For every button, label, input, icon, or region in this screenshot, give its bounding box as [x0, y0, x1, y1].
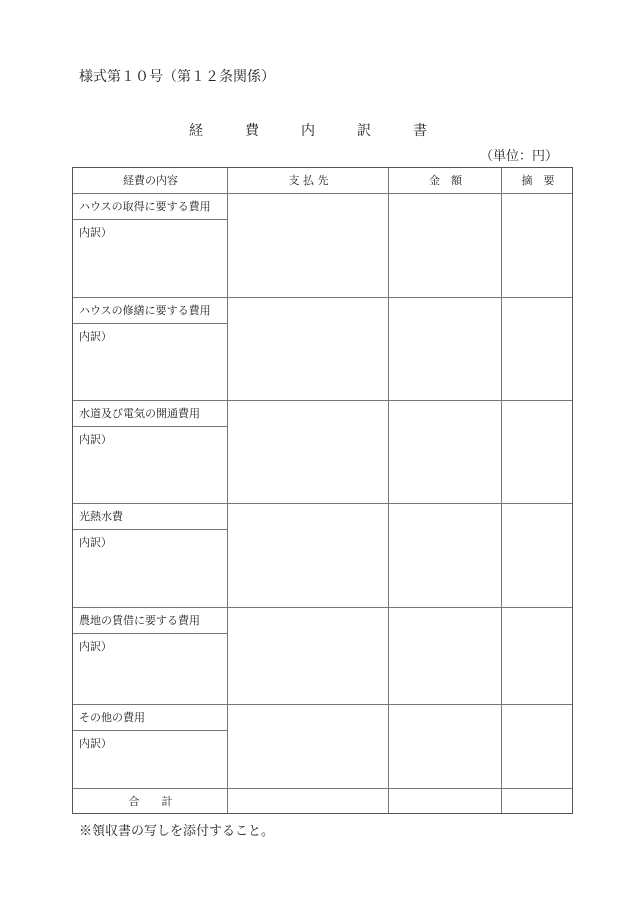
breakdown-label: 内訳） [79, 226, 112, 239]
breakdown-label: 内訳） [79, 640, 112, 653]
amount-cell [389, 608, 502, 705]
column-header: 経費の内容 [123, 174, 178, 187]
column-header: 支 払 先 [288, 174, 329, 187]
amount-cell [389, 504, 502, 608]
expense-breakdown-table [72, 167, 573, 814]
payee-cell [228, 194, 389, 298]
amount-cell [389, 298, 502, 401]
remarks-cell [502, 194, 574, 298]
payee-cell [228, 608, 389, 705]
remarks-cell [502, 298, 574, 401]
section-label: 光熱水費 [79, 510, 123, 523]
breakdown-label: 内訳） [79, 433, 112, 446]
payee-cell [228, 504, 389, 608]
breakdown-label: 内訳） [79, 536, 112, 549]
column-header: 金 額 [429, 174, 462, 187]
total-label: 合 計 [128, 795, 173, 808]
section-label: ハウスの修繕に要する費用 [79, 304, 211, 317]
payee-cell [228, 401, 389, 504]
document-title: 経 費 内 訳 書 [189, 123, 441, 139]
remarks-cell [502, 504, 574, 608]
section-label: 農地の賃借に要する費用 [79, 614, 200, 627]
amount-cell [389, 194, 502, 298]
remarks-cell [502, 608, 574, 705]
payee-cell [228, 298, 389, 401]
breakdown-label: 内訳） [79, 330, 112, 343]
amount-cell [389, 705, 502, 789]
unit-label: （単位：円） [479, 149, 558, 164]
section-label: ハウスの取得に要する費用 [79, 200, 211, 213]
payee-cell [228, 705, 389, 789]
footer-note: ※領収書の写しを添付すること。 [79, 824, 275, 839]
form-number: 様式第１０号（第１２条関係） [79, 69, 275, 85]
column-header: 摘 要 [521, 174, 555, 187]
breakdown-label: 内訳） [79, 737, 112, 750]
amount-cell [389, 401, 502, 504]
remarks-cell [502, 705, 574, 789]
section-label: その他の費用 [79, 711, 145, 724]
remarks-cell [502, 401, 574, 504]
section-label: 水道及び電気の開通費用 [79, 407, 200, 420]
